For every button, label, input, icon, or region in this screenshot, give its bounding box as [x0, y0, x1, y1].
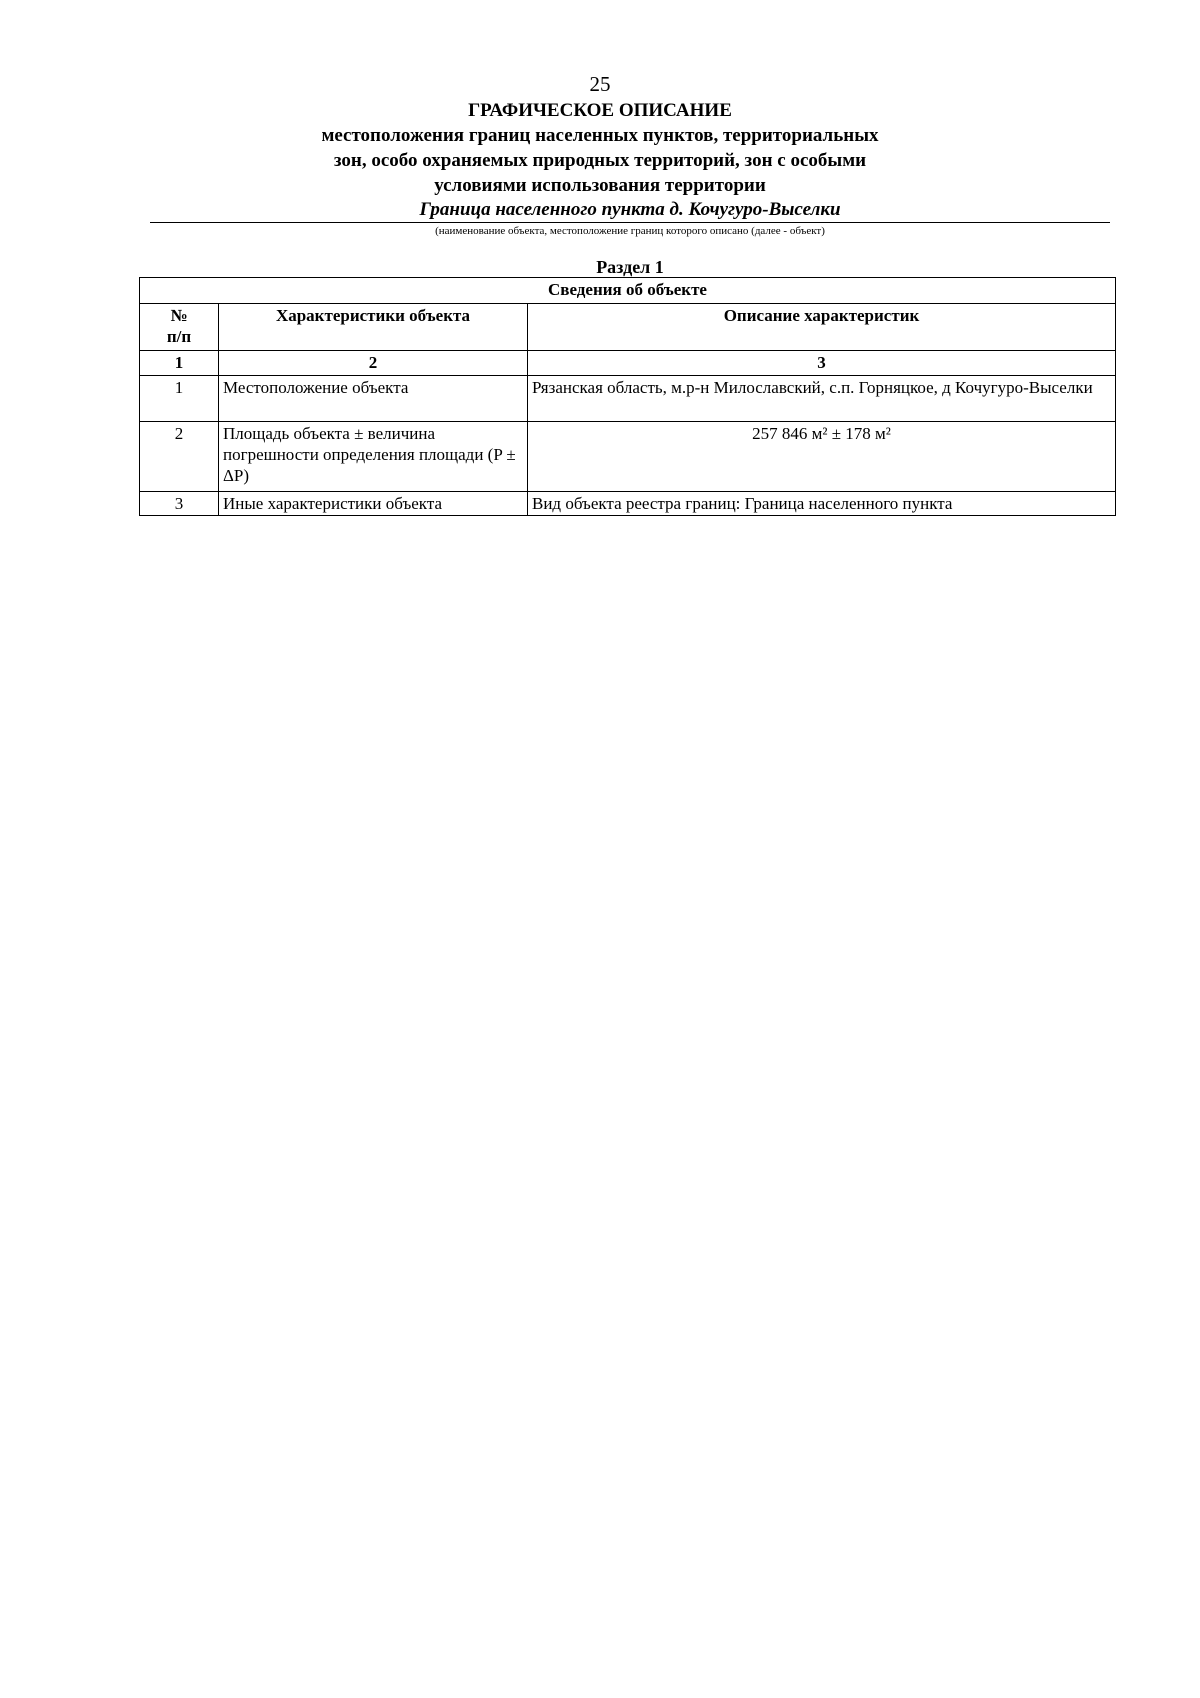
- object-info-table: [139, 277, 1116, 516]
- row-characteristic: Иные характеристики объекта: [219, 492, 528, 516]
- page-number: 25: [589, 72, 611, 96]
- table-row: [140, 492, 1116, 516]
- column-number-2: 2: [219, 351, 528, 376]
- table-row: [140, 422, 1116, 492]
- row-number: 1: [140, 376, 219, 422]
- table-header-row: [140, 304, 1116, 351]
- row-characteristic: Площадь объекта ± величина погрешности определения площади (P ± ΔP): [219, 422, 528, 492]
- table-caption-row: [140, 278, 1116, 304]
- object-name-underline: [150, 222, 1110, 223]
- document-subtitle-line-1: местоположения границ населенных пунктов, территориальных: [321, 125, 879, 146]
- row-description: 257 846 м² ± 178 м²: [528, 422, 1116, 492]
- column-number-1: 1: [140, 351, 219, 376]
- object-name: Граница населенного пункта д. Кочугуро-Выселки: [419, 199, 841, 220]
- document-title-block: [0, 98, 1200, 198]
- row-description: Вид объекта реестра границ: Граница населенного пункта: [528, 492, 1116, 516]
- column-number-3: 3: [528, 351, 1116, 376]
- table-row: [140, 376, 1116, 422]
- document-subtitle-line-2: зон, особо охраняемых природных территорий, зон с особыми: [333, 150, 867, 171]
- row-characteristic: Местоположение объекта: [219, 376, 528, 422]
- object-name-caption: (наименование объекта, местоположение границ которого описано (далее - объект): [435, 225, 825, 237]
- row-number: 2: [140, 422, 219, 492]
- column-header-num: № п/п: [140, 304, 219, 351]
- document-subtitle-line-3: условиями использования территории: [434, 175, 766, 196]
- document-title: ГРАФИЧЕСКОЕ ОПИСАНИЕ: [468, 100, 732, 121]
- row-description: Рязанская область, м.р-н Милославский, с.п. Горняцкое, д Кочугуро-Выселки: [528, 376, 1116, 422]
- section-label: Раздел 1: [596, 257, 664, 277]
- table-caption: Сведения об объекте: [140, 278, 1116, 304]
- column-header-description: Описание характеристик: [528, 304, 1116, 351]
- column-header-characteristic: Характеристики объекта: [219, 304, 528, 351]
- column-number-row: [140, 351, 1116, 376]
- row-number: 3: [140, 492, 219, 516]
